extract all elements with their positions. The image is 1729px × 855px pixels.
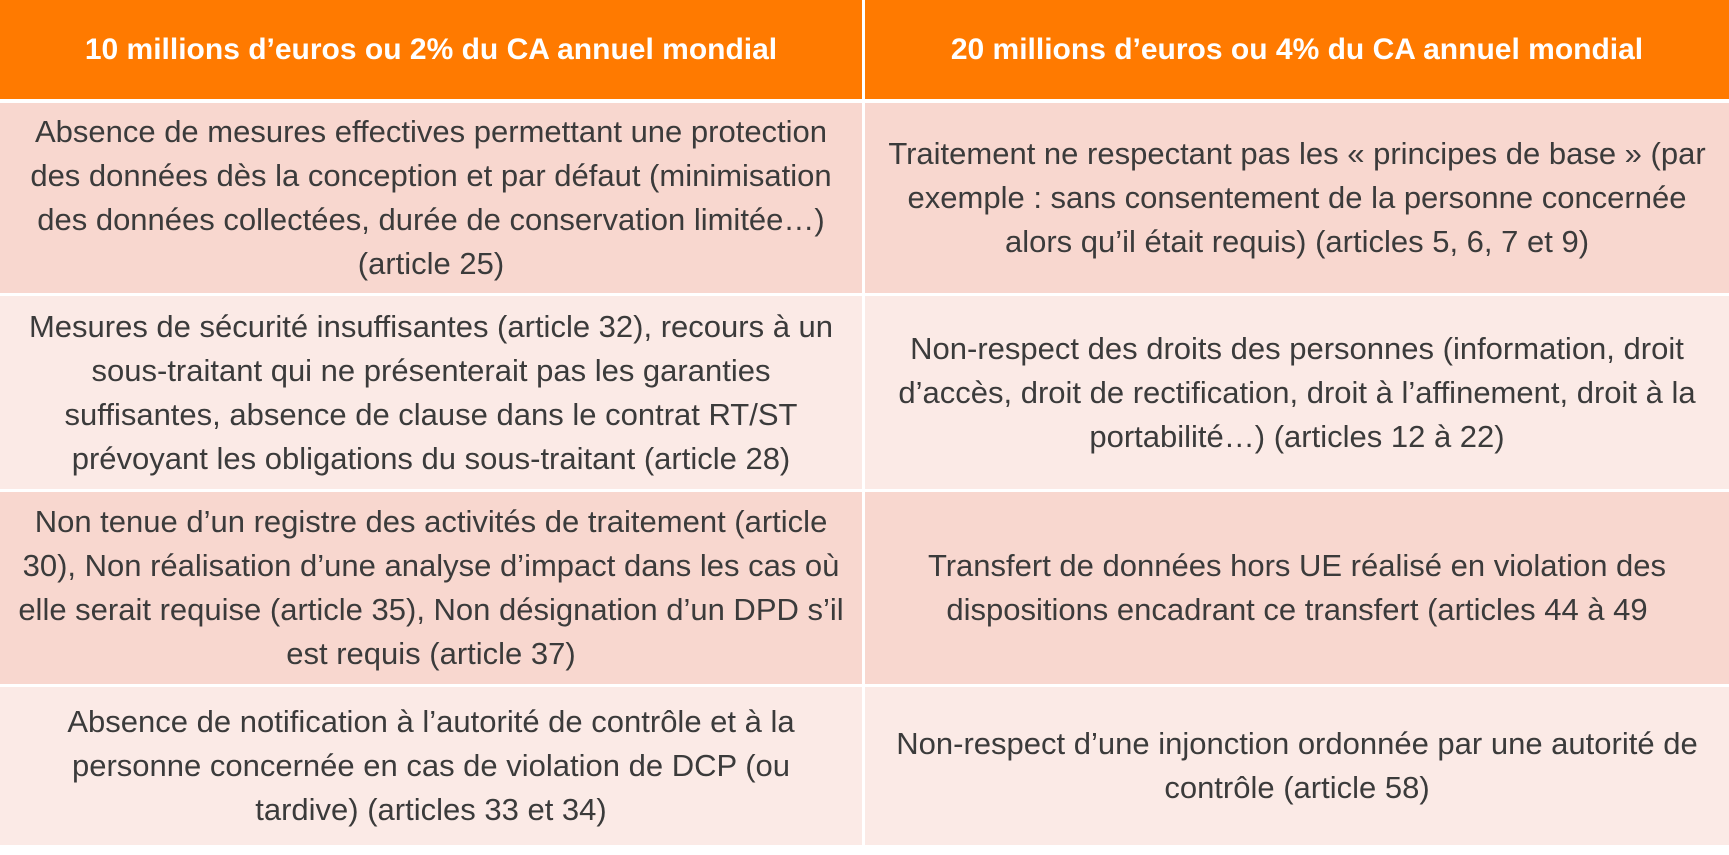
cell-text: Absence de mesures effectives permettant une protection des données dès la conception et par défaut (minimisation des données collectées, durée de conservation limitée…) (article 25): [30, 114, 832, 281]
table-cell-row4-tier-2: [865, 687, 1729, 845]
table-cell-row1-tier-1: [0, 103, 865, 296]
cell-text: Absence de notification à l’autorité de contrôle et à la personne concernée en cas de violation de DCP (ou tardive) (articles 33 et 34): [67, 704, 795, 827]
table-cell-row2-tier-1: [0, 296, 865, 492]
header-cell-tier-2: [865, 0, 1729, 103]
cell-text: Transfert de données hors UE réalisé en violation des dispositions encadrant ce transfert (articles 44 à 49: [927, 548, 1667, 627]
header-label-tier-2: 20 millions d’euros ou 4% du CA annuel mondial: [950, 32, 1644, 66]
cell-text: Non-respect d’une injonction ordonnée par une autorité de contrôle (article 58): [896, 726, 1698, 805]
table-cell-row4-tier-1: [0, 687, 865, 845]
table-cell-row2-tier-2: [865, 296, 1729, 492]
cell-text: Non-respect des droits des personnes (information, droit d’accès, droit de rectification, droit à l’affinement, droit à la portabilité…) (articles 12 à 22): [898, 330, 1696, 454]
header-cell-tier-1: [0, 0, 865, 103]
cell-text: Non tenue d’un registre des activités de traitement (article 30), Non réalisation d’une analyse d’impact dans les cas où elle serait requise (article 35), Non désignation d’un DPD s’il est requis (article 37): [18, 504, 844, 671]
table-cell-row3-tier-1: [0, 492, 865, 687]
header-label-tier-1: 10 millions d’euros ou 2% du CA annuel mondial: [84, 32, 778, 66]
table-cell-row1-tier-2: [865, 103, 1729, 296]
cell-text: Mesures de sécurité insuffisantes (article 32), recours à un sous-traitant qui ne présenterait pas les garanties suffisantes, absence de clause dans le contrat RT/ST prévoyant les obligations du sous-traitant (article 28): [28, 308, 834, 476]
table-cell-row3-tier-2: [865, 492, 1729, 687]
cell-text: Traitement ne respectant pas les « principes de base » (par exemple : sans consentement de la personne concernée alors qu’il était requis) (articles 5, 6, 7 et 9): [888, 136, 1706, 259]
